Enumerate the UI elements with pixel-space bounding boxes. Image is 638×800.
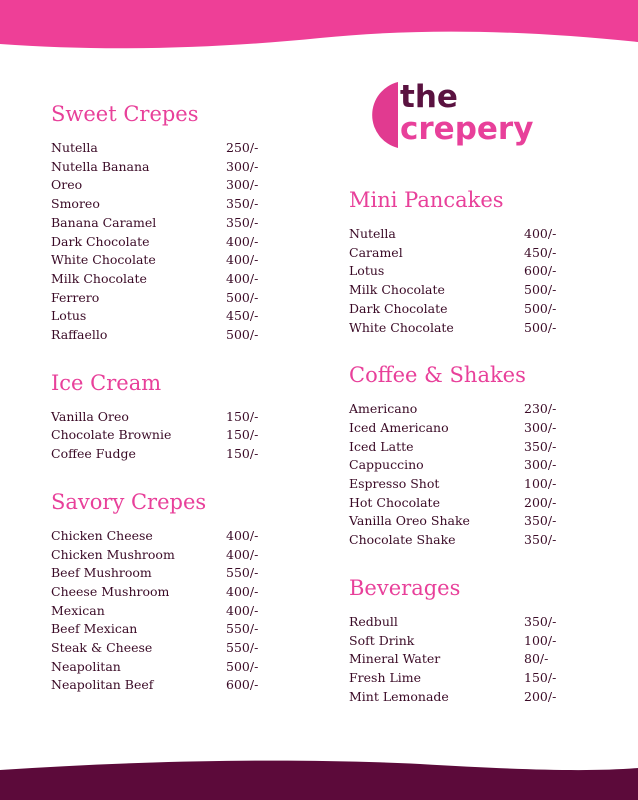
menu-item bbox=[51, 326, 266, 345]
menu-item bbox=[349, 512, 564, 531]
menu-item bbox=[51, 408, 266, 427]
menu-item-price: 500/- bbox=[226, 327, 259, 343]
menu-item-name: Vanilla Oreo bbox=[51, 408, 129, 424]
menu-item-price: 100/- bbox=[524, 476, 557, 492]
menu-item-name: Beef Mushroom bbox=[51, 565, 152, 581]
logo-text-the: the bbox=[400, 79, 458, 115]
menu-item-name: Chicken Mushroom bbox=[51, 546, 175, 562]
menu-item-name: Iced Latte bbox=[349, 438, 414, 454]
menu-item-price: 500/- bbox=[226, 658, 259, 674]
menu-item-name: White Chocolate bbox=[349, 319, 454, 335]
menu-item-name: Dark Chocolate bbox=[51, 233, 150, 249]
menu-item-price: 400/- bbox=[226, 546, 259, 562]
menu-item-price: 400/- bbox=[226, 527, 259, 543]
menu-item-price: 100/- bbox=[524, 632, 557, 648]
menu-item-name: Milk Chocolate bbox=[51, 270, 147, 286]
menu-item bbox=[51, 139, 266, 158]
menu-item bbox=[349, 400, 564, 419]
section-title: Coffee & Shakes bbox=[349, 363, 526, 388]
menu-item bbox=[51, 158, 266, 177]
menu-item bbox=[51, 176, 266, 195]
menu-item-price: 450/- bbox=[226, 308, 259, 324]
half-circle-logo-icon bbox=[362, 80, 398, 150]
menu-item bbox=[51, 658, 266, 677]
menu-item bbox=[349, 419, 564, 438]
menu-item-price: 350/- bbox=[524, 513, 557, 529]
menu-item bbox=[349, 494, 564, 513]
menu-item bbox=[349, 262, 564, 281]
menu-item bbox=[349, 475, 564, 494]
menu-item-price: 400/- bbox=[226, 583, 259, 599]
menu-section-sweet-crepes bbox=[51, 100, 266, 345]
menu-item-price: 150/- bbox=[226, 427, 259, 443]
section-title: Sweet Crepes bbox=[51, 102, 199, 126]
menu-item-name: Nutella bbox=[51, 140, 98, 155]
menu-item-price: 550/- bbox=[226, 565, 259, 581]
menu-item-name: Smoreo bbox=[51, 196, 100, 212]
menu-item-price: 250/- bbox=[226, 140, 259, 155]
section-title: Savory Crepes bbox=[51, 489, 207, 514]
menu-item-name: Soft Drink bbox=[349, 632, 415, 648]
menu-item-price: 400/- bbox=[524, 226, 557, 241]
menu-item-price: 400/- bbox=[226, 270, 259, 286]
menu-item-price: 550/- bbox=[226, 640, 259, 656]
menu-item bbox=[349, 650, 564, 669]
menu-item-name: Cheese Mushroom bbox=[51, 583, 170, 599]
menu-section-coffee-and-shakes bbox=[349, 361, 564, 550]
menu-item-price: 150/- bbox=[226, 446, 259, 462]
logo-text-crepery: crepery bbox=[400, 111, 534, 147]
menu-item bbox=[51, 639, 266, 658]
menu-item bbox=[51, 307, 266, 326]
menu-item-name: Mineral Water bbox=[349, 651, 441, 667]
menu-item bbox=[349, 456, 564, 475]
menu-item bbox=[51, 289, 266, 308]
menu-item-name: Mexican bbox=[51, 602, 105, 618]
menu-item-price: 350/- bbox=[524, 613, 557, 629]
menu-item-price: 300/- bbox=[524, 419, 557, 435]
menu-item bbox=[51, 195, 266, 214]
menu-item-price: 200/- bbox=[524, 494, 557, 510]
menu-item-name: Steak & Cheese bbox=[51, 640, 153, 656]
menu-item-name: Raffaello bbox=[51, 327, 108, 343]
menu-section-ice-cream bbox=[51, 369, 266, 464]
menu-item-price: 500/- bbox=[226, 289, 259, 305]
menu-item-price: 550/- bbox=[226, 621, 259, 637]
menu-item-price: 80/- bbox=[524, 651, 549, 667]
menu-item-name: Chicken Cheese bbox=[51, 527, 153, 543]
menu-item bbox=[51, 251, 266, 270]
menu-item bbox=[51, 546, 266, 565]
menu-item bbox=[51, 270, 266, 289]
menu-item-price: 600/- bbox=[524, 263, 557, 279]
menu-item-price: 200/- bbox=[524, 688, 557, 704]
section-title: Mini Pancakes bbox=[349, 188, 504, 212]
menu-item-price: 300/- bbox=[226, 177, 259, 193]
menu-item-name: Hot Chocolate bbox=[349, 494, 440, 510]
menu-item-price: 350/- bbox=[524, 532, 557, 548]
menu-item bbox=[51, 602, 266, 621]
menu-item bbox=[51, 527, 266, 546]
menu-item-price: 300/- bbox=[226, 158, 259, 174]
menu-item-name: Caramel bbox=[349, 244, 403, 260]
menu-item-name: Milk Chocolate bbox=[349, 282, 445, 298]
menu-item bbox=[349, 244, 564, 263]
menu-item bbox=[51, 426, 266, 445]
menu-item-price: 500/- bbox=[524, 319, 557, 335]
menu-item-name: Cappuccino bbox=[349, 457, 424, 473]
menu-item-name: Banana Caramel bbox=[51, 214, 157, 230]
menu-item-name: Coffee Fudge bbox=[51, 446, 136, 462]
menu-item bbox=[51, 233, 266, 252]
menu-item bbox=[51, 620, 266, 639]
menu-item-name: Lotus bbox=[51, 308, 87, 324]
menu-item-name: Nutella Banana bbox=[51, 158, 150, 174]
menu-item-name: Oreo bbox=[51, 177, 83, 193]
menu-item-name: Americano bbox=[349, 401, 418, 417]
crepery-logo bbox=[362, 80, 542, 150]
section-title: Beverages bbox=[349, 575, 461, 600]
menu-item-price: 150/- bbox=[524, 669, 557, 685]
menu-item-price: 400/- bbox=[226, 602, 259, 618]
menu-item-price: 230/- bbox=[524, 401, 557, 417]
bottom-wave-banner bbox=[0, 758, 638, 800]
menu-item bbox=[349, 281, 564, 300]
menu-item bbox=[349, 632, 564, 651]
menu-item-name: White Chocolate bbox=[51, 252, 156, 268]
menu-item bbox=[51, 564, 266, 583]
menu-item-price: 350/- bbox=[524, 438, 557, 454]
menu-item-price: 300/- bbox=[524, 457, 557, 473]
menu-item-name: Neapolitan Beef bbox=[51, 677, 154, 693]
menu-item-price: 600/- bbox=[226, 677, 259, 693]
menu-item-name: Beef Mexican bbox=[51, 621, 138, 637]
menu-item-price: 450/- bbox=[524, 244, 557, 260]
menu-item-name: Dark Chocolate bbox=[349, 300, 448, 316]
menu-item bbox=[349, 531, 564, 550]
menu-item bbox=[349, 319, 564, 338]
menu-item-price: 350/- bbox=[226, 214, 259, 230]
section-title: Ice Cream bbox=[51, 370, 162, 395]
menu-item bbox=[349, 438, 564, 457]
menu-item-name: Ferrero bbox=[51, 289, 100, 305]
menu-section-mini-pancakes bbox=[349, 186, 564, 337]
menu-item-name: Chocolate Brownie bbox=[51, 427, 172, 443]
menu-item-price: 350/- bbox=[226, 196, 259, 212]
menu-item bbox=[51, 445, 266, 464]
menu-item bbox=[349, 688, 564, 707]
menu-item-name: Vanilla Oreo Shake bbox=[349, 513, 470, 529]
menu-item bbox=[51, 583, 266, 602]
menu-item-price: 500/- bbox=[524, 282, 557, 298]
menu-item-name: Fresh Lime bbox=[349, 669, 422, 685]
menu-item-name: Lotus bbox=[349, 263, 385, 279]
menu-section-savory-crepes bbox=[51, 488, 266, 695]
left-menu-column bbox=[51, 100, 266, 719]
right-menu-column bbox=[349, 186, 564, 730]
menu-item bbox=[349, 300, 564, 319]
menu-item-name: Iced Americano bbox=[349, 419, 449, 435]
menu-item-name: Chocolate Shake bbox=[349, 532, 456, 548]
menu-item-price: 500/- bbox=[524, 300, 557, 316]
menu-item-price: 400/- bbox=[226, 252, 259, 268]
menu-item bbox=[349, 669, 564, 688]
menu-item-name: Mint Lemonade bbox=[349, 688, 449, 704]
menu-item bbox=[51, 676, 266, 695]
menu-item bbox=[349, 613, 564, 632]
menu-item-name: Redbull bbox=[349, 613, 398, 629]
menu-item-price: 150/- bbox=[226, 408, 259, 424]
menu-item-name: Neapolitan bbox=[51, 658, 121, 674]
top-wave-banner bbox=[0, 0, 638, 60]
menu-item-name: Espresso Shot bbox=[349, 476, 440, 492]
menu-item-name: Nutella bbox=[349, 226, 396, 241]
menu-section-beverages bbox=[349, 574, 564, 707]
menu-item bbox=[51, 214, 266, 233]
menu-item bbox=[349, 225, 564, 244]
menu-item-price: 400/- bbox=[226, 233, 259, 249]
